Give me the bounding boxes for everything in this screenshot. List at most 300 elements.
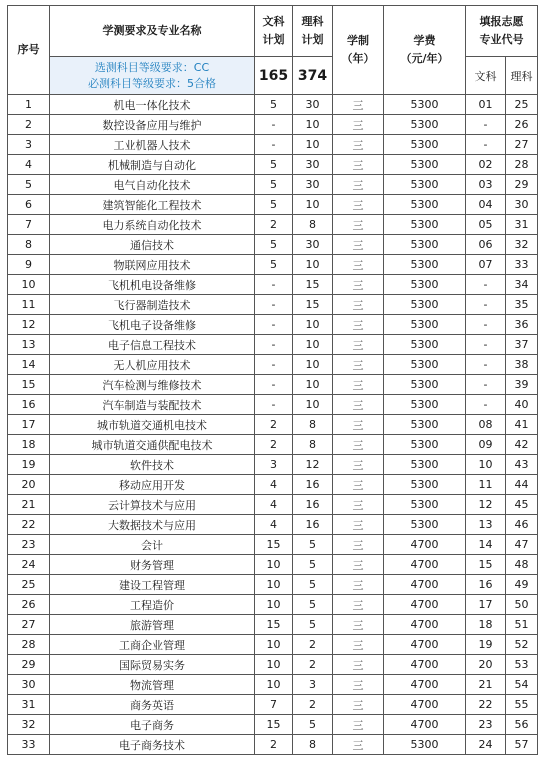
fee-cell: 5300 <box>384 375 466 395</box>
row-seq-cell: 31 <box>8 695 50 715</box>
major-name-cell: 国际贸易实务 <box>50 655 255 675</box>
xuezhi-cell: 三 <box>333 255 384 275</box>
code-li-cell: 55 <box>506 695 538 715</box>
major-name-cell: 物联网应用技术 <box>50 255 255 275</box>
code-wen-cell: 11 <box>466 475 506 495</box>
xuezhi-cell: 三 <box>333 675 384 695</box>
code-wen-cell: 14 <box>466 535 506 555</box>
xuezhi-cell: 三 <box>333 155 384 175</box>
wenke-plan-header <box>255 6 293 57</box>
xuezhi-cell: 三 <box>333 495 384 515</box>
major-name-cell: 软件技术 <box>50 455 255 475</box>
row-seq-cell: 23 <box>8 535 50 555</box>
row-seq-cell: 26 <box>8 595 50 615</box>
wenke-plan-cell: 5 <box>255 235 293 255</box>
table-row <box>8 155 538 175</box>
table-row <box>8 215 538 235</box>
fee-cell: 4700 <box>384 695 466 715</box>
like-plan-cell: 2 <box>293 635 333 655</box>
fee-cell: 4700 <box>384 635 466 655</box>
fee-cell: 5300 <box>384 335 466 355</box>
requirement-line-elective: 选测科目等级要求：CC <box>94 60 210 74</box>
row-seq-cell: 20 <box>8 475 50 495</box>
wenke-plan-cell: 10 <box>255 655 293 675</box>
table-row <box>8 595 538 615</box>
row-seq-cell: 24 <box>8 555 50 575</box>
xuezhi-cell: 三 <box>333 635 384 655</box>
code-wen-cell: 12 <box>466 495 506 515</box>
table-row <box>8 115 538 135</box>
like-plan-cell: 10 <box>293 195 333 215</box>
code-li-cell: 28 <box>506 155 538 175</box>
row-seq-cell: 3 <box>8 135 50 155</box>
wenke-plan-cell: - <box>255 315 293 335</box>
seq-header: 序号 <box>8 6 50 95</box>
code-li-cell: 29 <box>506 175 538 195</box>
table-row <box>8 735 538 755</box>
xuezhi-cell: 三 <box>333 115 384 135</box>
major-name-cell: 汽车制造与装配技术 <box>50 395 255 415</box>
code-li-cell: 45 <box>506 495 538 515</box>
fee-label-1: 学费 <box>413 34 436 47</box>
row-seq-cell: 13 <box>8 335 50 355</box>
code-wen-header: 文科 <box>466 57 506 95</box>
like-plan-cell: 5 <box>293 575 333 595</box>
table-row <box>8 235 538 255</box>
code-li-cell: 39 <box>506 375 538 395</box>
table-row <box>8 255 538 275</box>
fee-cell: 5300 <box>384 295 466 315</box>
major-name-cell: 商务英语 <box>50 695 255 715</box>
code-li-cell: 41 <box>506 415 538 435</box>
xuezhi-cell: 三 <box>333 215 384 235</box>
wenke-plan-cell: 10 <box>255 575 293 595</box>
wenke-plan-cell: - <box>255 275 293 295</box>
major-name-cell: 飞机机电设备维修 <box>50 275 255 295</box>
wenke-plan-cell: 10 <box>255 595 293 615</box>
major-name-cell: 电子商务技术 <box>50 735 255 755</box>
wenke-plan-cell: 4 <box>255 515 293 535</box>
wenke-plan-cell: 10 <box>255 675 293 695</box>
row-seq-cell: 7 <box>8 215 50 235</box>
wenke-plan-cell: 7 <box>255 695 293 715</box>
wenke-plan-cell: 5 <box>255 95 293 115</box>
code-wen-cell: - <box>466 115 506 135</box>
code-li-cell: 34 <box>506 275 538 295</box>
xuezhi-cell: 三 <box>333 355 384 375</box>
code-wen-cell: 24 <box>466 735 506 755</box>
wenke-plan-cell: 4 <box>255 495 293 515</box>
title-header: 学测要求及专业名称 <box>50 6 255 57</box>
like-plan-cell: 3 <box>293 675 333 695</box>
fee-cell: 5300 <box>384 215 466 235</box>
row-seq-cell: 2 <box>8 115 50 135</box>
major-name-cell: 机械制造与自动化 <box>50 155 255 175</box>
code-li-cell: 54 <box>506 675 538 695</box>
fee-cell: 5300 <box>384 155 466 175</box>
table-row <box>8 575 538 595</box>
code-li-cell: 36 <box>506 315 538 335</box>
fee-cell: 5300 <box>384 475 466 495</box>
like-plan-label-2: 计划 <box>301 33 324 46</box>
like-plan-cell: 5 <box>293 715 333 735</box>
like-total: 374 <box>293 57 333 95</box>
row-seq-cell: 6 <box>8 195 50 215</box>
like-plan-cell: 16 <box>293 495 333 515</box>
code-wen-cell: 09 <box>466 435 506 455</box>
like-plan-cell: 10 <box>293 135 333 155</box>
code-wen-cell: - <box>466 135 506 155</box>
like-plan-cell: 8 <box>293 435 333 455</box>
fee-cell: 4700 <box>384 555 466 575</box>
table-row <box>8 655 538 675</box>
code-wen-cell: 22 <box>466 695 506 715</box>
table-row <box>8 475 538 495</box>
table-row <box>8 535 538 555</box>
xuezhi-cell: 三 <box>333 475 384 495</box>
major-name-cell: 无人机应用技术 <box>50 355 255 375</box>
fee-cell: 4700 <box>384 595 466 615</box>
row-seq-cell: 9 <box>8 255 50 275</box>
like-plan-cell: 8 <box>293 215 333 235</box>
row-seq-cell: 11 <box>8 295 50 315</box>
xuezhi-cell: 三 <box>333 535 384 555</box>
table-row <box>8 495 538 515</box>
code-wen-cell: 04 <box>466 195 506 215</box>
table-body <box>8 95 538 755</box>
code-wen-cell: 08 <box>466 415 506 435</box>
fee-cell: 4700 <box>384 615 466 635</box>
xuezhi-cell: 三 <box>333 135 384 155</box>
major-name-cell: 电子商务 <box>50 715 255 735</box>
code-li-cell: 51 <box>506 615 538 635</box>
like-plan-header <box>293 6 333 57</box>
major-name-cell: 城市轨道交通机电技术 <box>50 415 255 435</box>
major-name-cell: 电子信息工程技术 <box>50 335 255 355</box>
code-li-cell: 46 <box>506 515 538 535</box>
fee-cell: 5300 <box>384 355 466 375</box>
row-seq-cell: 27 <box>8 615 50 635</box>
xuezhi-cell: 三 <box>333 655 384 675</box>
fee-cell: 5300 <box>384 235 466 255</box>
row-seq-cell: 18 <box>8 435 50 455</box>
code-wen-cell: 10 <box>466 455 506 475</box>
wenke-total: 165 <box>255 57 293 95</box>
wenke-plan-cell: - <box>255 335 293 355</box>
row-seq-cell: 22 <box>8 515 50 535</box>
like-plan-cell: 30 <box>293 95 333 115</box>
xuezhi-cell: 三 <box>333 315 384 335</box>
table-row <box>8 175 538 195</box>
fee-cell: 4700 <box>384 715 466 735</box>
xuezhi-cell: 三 <box>333 695 384 715</box>
major-name-cell: 大数据技术与应用 <box>50 515 255 535</box>
table-row <box>8 715 538 735</box>
wenke-plan-cell: 15 <box>255 535 293 555</box>
code-wen-cell: 07 <box>466 255 506 275</box>
code-wen-cell: - <box>466 275 506 295</box>
like-plan-cell: 15 <box>293 295 333 315</box>
xuezhi-cell: 三 <box>333 595 384 615</box>
major-name-cell: 云计算技术与应用 <box>50 495 255 515</box>
fee-cell: 5300 <box>384 515 466 535</box>
fee-cell: 5300 <box>384 275 466 295</box>
code-wen-cell: - <box>466 315 506 335</box>
xuezhi-cell: 三 <box>333 275 384 295</box>
row-seq-cell: 15 <box>8 375 50 395</box>
table-row <box>8 415 538 435</box>
like-plan-cell: 5 <box>293 535 333 555</box>
wenke-plan-cell: 15 <box>255 715 293 735</box>
like-plan-cell: 30 <box>293 175 333 195</box>
wenke-plan-cell: 4 <box>255 475 293 495</box>
like-plan-cell: 30 <box>293 235 333 255</box>
code-li-cell: 57 <box>506 735 538 755</box>
code-wen-cell: 06 <box>466 235 506 255</box>
table-row <box>8 95 538 115</box>
fee-cell: 5300 <box>384 115 466 135</box>
row-seq-cell: 14 <box>8 355 50 375</box>
major-name-cell: 通信技术 <box>50 235 255 255</box>
fee-cell: 5300 <box>384 735 466 755</box>
xuezhi-cell: 三 <box>333 235 384 255</box>
xuezhi-cell: 三 <box>333 455 384 475</box>
xuezhi-label-1: 学制 <box>347 34 369 47</box>
major-name-cell: 汽车检测与维修技术 <box>50 375 255 395</box>
major-name-cell: 会计 <box>50 535 255 555</box>
major-name-cell: 城市轨道交通供配电技术 <box>50 435 255 455</box>
code-wen-cell: - <box>466 335 506 355</box>
row-seq-cell: 19 <box>8 455 50 475</box>
row-seq-cell: 4 <box>8 155 50 175</box>
xuezhi-header <box>333 6 384 95</box>
code-label-1: 填报志愿 <box>479 15 524 28</box>
table-row <box>8 295 538 315</box>
row-seq-cell: 5 <box>8 175 50 195</box>
like-plan-cell: 8 <box>293 415 333 435</box>
row-seq-cell: 25 <box>8 575 50 595</box>
xuezhi-cell: 三 <box>333 575 384 595</box>
code-wen-cell: 17 <box>466 595 506 615</box>
fee-cell: 4700 <box>384 655 466 675</box>
fee-header <box>384 6 466 95</box>
wenke-plan-label-1: 文科 <box>262 15 285 28</box>
code-wen-cell: 21 <box>466 675 506 695</box>
fee-cell: 5300 <box>384 95 466 115</box>
wenke-plan-cell: - <box>255 395 293 415</box>
row-seq-cell: 17 <box>8 415 50 435</box>
row-seq-cell: 29 <box>8 655 50 675</box>
code-li-cell: 38 <box>506 355 538 375</box>
table-row <box>8 355 538 375</box>
like-plan-cell: 16 <box>293 475 333 495</box>
code-li-cell: 43 <box>506 455 538 475</box>
fee-cell: 4700 <box>384 535 466 555</box>
requirement-line-required: 必测科目等级要求：5合格 <box>88 76 216 90</box>
table-row <box>8 275 538 295</box>
like-plan-cell: 5 <box>293 615 333 635</box>
like-plan-cell: 10 <box>293 355 333 375</box>
row-seq-cell: 10 <box>8 275 50 295</box>
code-li-cell: 33 <box>506 255 538 275</box>
table-row <box>8 375 538 395</box>
xuezhi-cell: 三 <box>333 335 384 355</box>
table-row <box>8 395 538 415</box>
wenke-plan-cell: - <box>255 375 293 395</box>
like-plan-label-1: 理科 <box>301 15 324 28</box>
code-wen-cell: 15 <box>466 555 506 575</box>
major-name-cell: 建筑智能化工程技术 <box>50 195 255 215</box>
code-li-cell: 52 <box>506 635 538 655</box>
wenke-plan-cell: 5 <box>255 175 293 195</box>
wenke-plan-cell: 2 <box>255 215 293 235</box>
xuezhi-cell: 三 <box>333 435 384 455</box>
code-wen-cell: 03 <box>466 175 506 195</box>
major-name-cell: 工业机器人技术 <box>50 135 255 155</box>
like-plan-cell: 15 <box>293 275 333 295</box>
xuezhi-cell: 三 <box>333 515 384 535</box>
table-row <box>8 675 538 695</box>
table-row <box>8 435 538 455</box>
fee-cell: 5300 <box>384 495 466 515</box>
xuezhi-cell: 三 <box>333 715 384 735</box>
wenke-plan-cell: - <box>255 115 293 135</box>
code-li-cell: 49 <box>506 575 538 595</box>
table-row <box>8 195 538 215</box>
code-header <box>466 6 538 57</box>
wenke-plan-cell: - <box>255 295 293 315</box>
like-plan-cell: 30 <box>293 155 333 175</box>
major-name-cell: 电力系统自动化技术 <box>50 215 255 235</box>
xuezhi-cell: 三 <box>333 735 384 755</box>
like-plan-cell: 5 <box>293 555 333 575</box>
table-row <box>8 695 538 715</box>
code-wen-cell: 23 <box>466 715 506 735</box>
code-li-cell: 25 <box>506 95 538 115</box>
xuezhi-cell: 三 <box>333 195 384 215</box>
wenke-plan-cell: - <box>255 355 293 375</box>
like-plan-cell: 5 <box>293 595 333 615</box>
code-li-cell: 44 <box>506 475 538 495</box>
xuezhi-cell: 三 <box>333 555 384 575</box>
wenke-plan-cell: 15 <box>255 615 293 635</box>
major-name-cell: 飞行器制造技术 <box>50 295 255 315</box>
wenke-plan-cell: 10 <box>255 555 293 575</box>
major-name-cell: 机电一体化技术 <box>50 95 255 115</box>
code-label-2: 专业代号 <box>479 33 524 46</box>
wenke-plan-cell: 5 <box>255 255 293 275</box>
like-plan-cell: 10 <box>293 315 333 335</box>
fee-cell: 5300 <box>384 415 466 435</box>
code-li-cell: 48 <box>506 555 538 575</box>
wenke-plan-cell: 3 <box>255 455 293 475</box>
fee-label-2: （元/年） <box>400 52 449 65</box>
major-name-cell: 工程造价 <box>50 595 255 615</box>
like-plan-cell: 16 <box>293 515 333 535</box>
like-plan-cell: 10 <box>293 335 333 355</box>
row-seq-cell: 32 <box>8 715 50 735</box>
fee-cell: 5300 <box>384 255 466 275</box>
major-name-cell: 飞机电子设备维修 <box>50 315 255 335</box>
row-seq-cell: 33 <box>8 735 50 755</box>
table-row <box>8 555 538 575</box>
code-wen-cell: 20 <box>466 655 506 675</box>
code-wen-cell: - <box>466 295 506 315</box>
row-seq-cell: 16 <box>8 395 50 415</box>
fee-cell: 5300 <box>384 395 466 415</box>
major-name-cell: 旅游管理 <box>50 615 255 635</box>
fee-cell: 5300 <box>384 455 466 475</box>
xuezhi-label-2: （年） <box>341 52 375 65</box>
major-name-cell: 建设工程管理 <box>50 575 255 595</box>
xuezhi-cell: 三 <box>333 375 384 395</box>
code-wen-cell: - <box>466 355 506 375</box>
table-row <box>8 315 538 335</box>
table-header <box>8 6 538 95</box>
table-row <box>8 515 538 535</box>
code-li-cell: 27 <box>506 135 538 155</box>
code-wen-cell: 18 <box>466 615 506 635</box>
fee-cell: 5300 <box>384 315 466 335</box>
fee-cell: 5300 <box>384 435 466 455</box>
major-name-cell: 移动应用开发 <box>50 475 255 495</box>
major-name-cell: 工商企业管理 <box>50 635 255 655</box>
like-plan-cell: 10 <box>293 395 333 415</box>
like-plan-cell: 12 <box>293 455 333 475</box>
enrollment-plan-table <box>7 5 538 755</box>
table-row <box>8 615 538 635</box>
code-wen-cell: 05 <box>466 215 506 235</box>
like-plan-cell: 2 <box>293 655 333 675</box>
major-name-cell: 数控设备应用与维护 <box>50 115 255 135</box>
row-seq-cell: 12 <box>8 315 50 335</box>
code-li-cell: 31 <box>506 215 538 235</box>
table-row <box>8 635 538 655</box>
xuezhi-cell: 三 <box>333 395 384 415</box>
wenke-plan-label-2: 计划 <box>262 33 285 46</box>
code-li-cell: 26 <box>506 115 538 135</box>
fee-cell: 5300 <box>384 135 466 155</box>
xuezhi-cell: 三 <box>333 95 384 115</box>
fee-cell: 4700 <box>384 575 466 595</box>
code-li-cell: 42 <box>506 435 538 455</box>
row-seq-cell: 1 <box>8 95 50 115</box>
code-li-cell: 53 <box>506 655 538 675</box>
row-seq-cell: 28 <box>8 635 50 655</box>
code-wen-cell: 02 <box>466 155 506 175</box>
code-wen-cell: 13 <box>466 515 506 535</box>
major-name-cell: 电气自动化技术 <box>50 175 255 195</box>
xuezhi-cell: 三 <box>333 615 384 635</box>
code-li-cell: 35 <box>506 295 538 315</box>
fee-cell: 5300 <box>384 195 466 215</box>
like-plan-cell: 2 <box>293 695 333 715</box>
row-seq-cell: 8 <box>8 235 50 255</box>
code-wen-cell: 19 <box>466 635 506 655</box>
table-row <box>8 335 538 355</box>
row-seq-cell: 30 <box>8 675 50 695</box>
wenke-plan-cell: 5 <box>255 155 293 175</box>
code-li-cell: 47 <box>506 535 538 555</box>
major-name-cell: 物流管理 <box>50 675 255 695</box>
code-li-cell: 32 <box>506 235 538 255</box>
row-seq-cell: 21 <box>8 495 50 515</box>
like-plan-cell: 10 <box>293 375 333 395</box>
requirement-cell <box>50 57 255 95</box>
code-li-cell: 30 <box>506 195 538 215</box>
code-wen-cell: - <box>466 395 506 415</box>
code-li-cell: 50 <box>506 595 538 615</box>
